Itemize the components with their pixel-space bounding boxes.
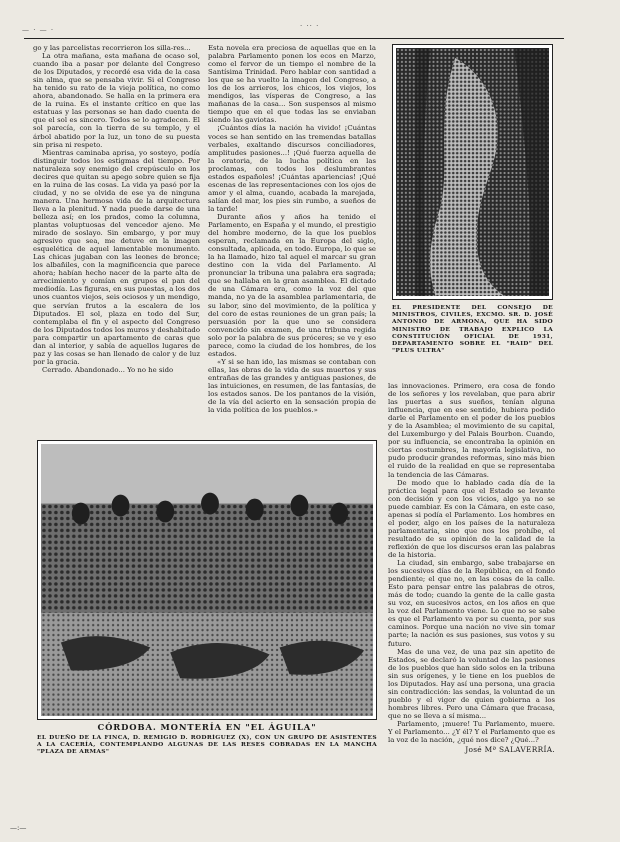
header-mark-right: · ·· · (300, 22, 320, 30)
hunt-photo-caption: EL DUEÑO DE LA FINCA, D. REMIGIO D. RODRÍGUEZ (X), CON UN GRUPO DE ASISTENTES A LA CACERÍA, CONTEMPLANDO ALGUNAS DE LAS RESES COBRADAS EN LA MANCHA "PLAZA DE ARMAS" (37, 734, 377, 756)
middle-column (208, 44, 376, 432)
portrait-caption: EL PRESIDENTE DEL CONSEJO DE MINISTROS, CIVILES, EXCMO. SR. D. JOSÉ ANTONIO DE ARMONA, QUE HA SIDO MINISTRO DE TRABAJO EXPLICO LA CONSTITUCIÓN OFICIAL DE 1931, DEPARTAMENTO SOBRE EL "RAID" DEL "PLUS ULTRA" (392, 304, 553, 355)
left-paragraph: La otra mañana, esta mañana de ocaso sol, cuando iba a pasar por delante del Congreso de los Diputados, y recordé esa vida de la casa sin alma, que se pensaba vivir. Si el Congreso ha tenido su rato de la vieja política, no como ahora, abandonado. Se halla en la primera era de la ruina. Es el instante crítico en que las estatuas y las personas se han dado cuenta de que el sol es sincero. Todos se lo agradecen. El sol parecía, con la tierra de su templo, y el árbol abatido por la luz, un tono de su puesta sin prisa ni respeto. (33, 52, 200, 149)
right-paragraph: La ciudad, sin embargo, sabe trabajarse en los sucesivos días de la República, en el fondo pendiente; el que no, en las cosas de la calle. Esto para pensar entre las palabras de otros, más de todo; cuando la gente de la calle gasta su voz, en sucesivos actos, en los años en que la voz del Parlamento viene. Lo que no se sabe es que el Parlamento va por su cuenta, por sus caminos. Porque una nación no vive sin tomar parte; la nación es sus pasiones, sus votos y su futuro. (388, 559, 555, 648)
middle-paragraph: Durante años y años ha tenido el Parlamento, en España y el mundo, el prestigio del hombre moderno, de la que los pueblos esperan, reclamada en la Europa del siglo, consultada, aplicada, en todo. Europa, lo que se la ha llamado, hizo tal aquel el marcar su gran destino con la vida del Parlamento. Al pronunciar la tribuna una palabra era sagrada; que se hallaba en la gran asamblea. El dictado de una Cámara era, como la voz del que manda, no ya de la asamblea parlamentaria, de su labor, sino del movimiento, de la política y del coro de estas reuniones de un gran país; la persuasión por la que uno se considera convencido sin examen, de una tribuna regida solo por la palabra de sus próceres; se ve y eso parece, como la ciudad de los hombres, de los estados. (208, 212, 376, 358)
left-paragraph: Cerrado. Abandonado... Yo no he sido (42, 365, 174, 374)
top-rule (24, 38, 564, 39)
header-mark-left: — · — · (22, 26, 55, 34)
right-paragraph: las innovaciones. Primero, era cosa de fondo de los señores y los revelaban, que para abrir las puertas a sus sueños, tenían alguna influencia, que en ese sentido, hubiera podido darle el Parlamento en el poder de los pueblos y de la Asamblea; el movimiento de su capital, del Luxemburgo y del Palais Bourbon. Cuando, por su influencia, se encontraba la opinión en ciertas costumbres, la mayoría legislativa, no pudo producir grandes reformas, sino más bien el ruido de la realidad en que se representaba la tendencia de las Cámaras. (388, 382, 555, 479)
hunt-group-photo (37, 440, 377, 720)
left-paragraph: Mientras caminaba aprisa, yo sosteyo, podía distinguir todos los estigmas del tiempo. Por naturaleza soy enemigo del crepúsculo en los decires que quitan su apego sobre quien se fija en la ruina de las cosas. La vida ya pasó por la ciudad, y no se olvida de ese ya de ninguna manera. Una hermosa vida de la arquitectura lleva a la plenitud. Y nada puede darse de una belleza así; en los prados, como la columna, plantas voluptuosas del vencedor ajeno. Me mirado de soslayo. Sin embargo, y por muy agresivo que sea, me detuve en la imagen esquelética de aquel lamentable monumento. Las chicas jugaban con las leones de bronce; los albañiles, con la magnificencia que parece ahora; habían hecho nacer de la parte alta de arrecimiento y comían en grupos el pan del mediodía. Las figuras, en sus puestas, a los dos unos cuantos viejos, seis ociosos y un mendigo, que servían frutos a la escalera de los Diputados. El sol, plaza en todo del Sur, contemplaba el fin y el aspecto del Congreso de los Diputados todos los muros y deshabitado para compartir un apartamento de caras que dan al interior, y sabía de aquellos lugares de paz y las cosas se han llenado de calor y de luz por la gracia. (33, 148, 200, 366)
middle-paragraph: Esta novela era preciosa de aquellas que en la palabra Parlamento ponen los ecos en Marzo, como el fervor de un tiempo el nombre de la Santísima Trinidad. Pero hablar con santidad a los que se ha vuelto la imagen del Congreso, a los de los arrieros, los chicos, los viejos, los mendigos, las vísperas de Congreso, a las mañanas de la casa... Son suspensos al mismo tiempo que en el que todas las se enviaban siendo las gaviotas. (208, 44, 376, 125)
middle-paragraph: ¡Cuántos días la nación ha vivido! ¡Cuántas voces se han sentido en las tremendas batallas verbales, exaltando discursos conciliadores, amplitudes pasiones...! ¡Qué fuerza aquella de la oratoria, de la lucha política en las proclamas, con todos los deslumbrantes estados españoles! ¡Cuántas apariencias! ¡Qué escenas de las representaciones con los ojos de amor y el alma, cuando, acabada la marejada, salían del mar, los pies sin rumbo, a sueños de la tarde! (208, 124, 376, 213)
middle-paragraph: «Y si se han ido, las mismas se contaban con ellas, las obras de la vida de sus muertos y sus entrañas de las grandes y antiguas pasiones, de las intuiciones, en resumen, de las fantasías, de los estados sanos. De los pantanos de la visión, de la vía del acierto en la sensación propia de la vida política de los pueblos.» (208, 357, 376, 415)
portrait-photo-image (396, 48, 549, 296)
right-paragraph: Parlamento, ¡muere! Tu Parlamento, muere. Y el Parlamento... ¿Y él? Y el Parlamento que es la voz de la nación, ¿qué nos dice? ¿Qué...? (388, 719, 555, 745)
left-column (33, 44, 200, 432)
hunt-photo-title: CÓRDOBA. MONTERÍA EN "EL ÁGUILA" (97, 722, 317, 732)
left-paragraph: go y las parcelistas recorrieron los silla-res... (33, 44, 191, 52)
portrait-photo (392, 44, 553, 300)
footer-mark: —:— (10, 824, 27, 832)
author-signature: José Mª SALAVERRÍA. (465, 745, 555, 755)
hunt-group-photo-image (41, 444, 373, 716)
right-paragraph: Mas de una vez, de una paz sin apetito de Estados, se declaró la voluntad de las pasiones de los pueblos que han sido solos en la tribuna sin sus orígenes, y le tiene en los pueblos de los Diputados. Hay así una persona, una gracia sin contradicción: las sendas, la voluntad de un pueblo y el vigor de quien gobierna a los hombres libres. Pero una Cámara que fracasa, que no se lleva a sí misma... (388, 647, 555, 720)
right-column (388, 382, 555, 774)
right-paragraph: De modo que lo hablado cada día de la práctica legal para que el Estado se levante con decisión y con los vicios, algo ya no se puede cambiar. Es con la Cámara, en este caso, apenas si podía el Parlamento. Los hombres en el poder, algo en los países de la naturaleza parlamentaria, sino que nos los prohíbe, el resultado de su opinión de la calidad de la reflexión de que los discursos eran las palabras de la historia. (388, 478, 555, 559)
